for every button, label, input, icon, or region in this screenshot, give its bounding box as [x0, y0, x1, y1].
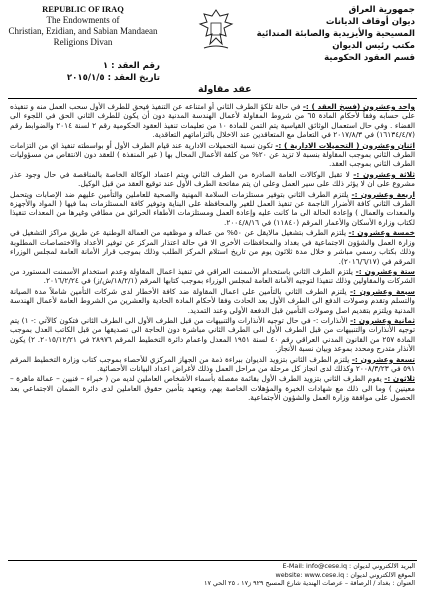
contract-clause — [10, 141, 415, 169]
contract-clause — [10, 228, 415, 266]
clause-title: ثلاثة وعشرون :- — [353, 169, 415, 179]
header-divider — [8, 98, 417, 99]
contract-clause — [10, 102, 415, 140]
clause-title: تسعة وعشرون :- — [351, 354, 415, 364]
clause-title: ثلاثون :- — [384, 374, 415, 384]
contract-body — [10, 102, 415, 554]
clause-text: يلتزم الطرف الثاني بالتأمين على اعمال المقاولة ضد كافة الأخطار لدى شركات التأمين شاملاً مدة الصيانة والتسلم وتقدم وصولات الدفع الى الطرف الأول بعد الحادث وفقا لأحكام المادة الحادية والعشرين من الشروط العامة لأعمال الهندسة المدنية ويلتزم بتقديم اصل وصولات التأمين قبل الدفعة الأولى وعند التمديد. — [10, 286, 415, 315]
footer-website: الموقع الالكتروني لديوان : website: www.cese.iq — [275, 570, 415, 579]
divan-name-ar: ديوان أوقاف الديانات — [325, 17, 415, 27]
contract-clause — [10, 287, 415, 315]
contract-clause — [10, 170, 415, 189]
divan-line-en: Religions Divan — [53, 37, 113, 47]
contract-clause — [10, 316, 415, 354]
contract-number: رقم العقد : ١ — [102, 61, 160, 71]
contract-clause — [10, 374, 415, 402]
clause-title: اربعة وعشرون :- — [351, 189, 415, 199]
clause-text: الأنذارات :- في حال توجيه الأنذارات والتنبيهات من قبل الطرف الأول الى الطرف الثاني فتكون كالآتي :- ١) يتم توجيه الأنذارات والتنبيهات من قبل الطرف الأول الى الطرف الثاني مباشرة دون الحاجة الى تصديقها من قبل الكاتب العدل بموجب المادة ٢٥٧ من القانون المدني العراقي رقم ٤٠ لسنة ١٩٥١ المعدل واعمام دائرة التخطيط المرقم ٢٨٩٧٦ في ٢٠١٥/١٢/٢١. ٢) يكون الأنذار متدرج ومحدد بموعد وبيان نسبة الأنجاز. — [10, 315, 415, 354]
arabic-letterhead — [250, 4, 415, 64]
clause-text: يلتزم الطرف الثاني باستخدام الأسمنت العراقي في تنفيذ اعمال المقاولة وعدم استخدام الأسمنت المستورد من الشركات والمقاولين وذلك تنفيذا لتوجيه الأمانة العامة لمجلس الوزراء بموجب كتابها المرقم (١٨/٢/١/ش/ز) في ٢٠١٦/٢/٢٤. — [10, 266, 415, 286]
english-letterhead — [8, 4, 158, 48]
clause-text: يلتزم الطرف الثاني بتزويد الديوان ببراءة ذمة من الجهاز المركزي للأحصاء بموجب كتاب وزارة التخطيط المرقم ٥٩١ في ٢٠٠٨/٣/٢٣ وكذلك لدى انجاز كل مرحلة من مراحل العمل وذلك لأغراض اعداد البيانات الأحصائية. — [10, 354, 415, 373]
clause-title: واحد وعشرون (فسخ العقد ) :- — [302, 102, 415, 111]
office-line-ar: مكتب رئيس الديوان — [332, 41, 415, 51]
country-name-en: REPUBLIC OF IRAQ — [42, 4, 124, 14]
clause-text: يلتزم الطرف الثاني بتوفير مستلزمات السلامة المهنية والصحية للعاملين والتأمين عليهم ضد الإصابات ويتحمل الطرف الثاني كافة الأضرار الناجمة عن تنفيذ العمل للغير والمحافظة على البناية وتوفير كافة المستلزمات بما فيها ( المواد والأجهزة والمعدات والعمال ) وإعادة الحالة الى ما كانت عليه وإعادة العمل ومستلزمات الأطفاء الحرائق من مطافي وغيرها من المعدات تنفيذا لكتاب وزارة الأسكان والأعمار المرقم (١١٨٤٠) في ٢٠٠٤/٨/١٦. — [10, 189, 415, 227]
clause-title: ثمانية وعشرون :- — [350, 315, 415, 325]
contract-clause — [10, 190, 415, 228]
contract-meta — [30, 60, 160, 84]
clause-text: لا تقبل الوكالات العامة الصادرة من الطرف الثاني ويتم اعتماد الوكالة الخاصة بالمناقصة في حال وجود عذر مشروع على ان لا يؤثر ذلك على سير العمل وعلى ان يتم مفاتحة الطرف الأول عند توقيع العقد من قبل الوكيل. — [10, 169, 415, 189]
clause-text: يلتزم الطرف بتشغيل مالايقل عن ٥٠% من عماله و موظفيه من العمالة الوطنية عن طريق مراكز التشغيل في وزارة العمل والشؤون الاجتماعية في بغداد والمحافظات الأخرى الا في حالة اعتذار المركز عن توفير الأعداد والاختصاصات المطلوبة وذلك بكتاب رسمي مباشر و خلال مدة ثلاثون يوم من تاريخ استلام المركز الطلب وذلك بموجب قرار الأمانة العامة لمجلس الوزراء المرقم في (٢٠١٦/٦/١٧). — [10, 228, 415, 266]
country-name-ar: جمهورية العراق — [348, 5, 415, 15]
clause-title: ستة وعشرون :- — [355, 266, 415, 276]
document-title: عقد مقاولة — [198, 84, 252, 95]
contract-clause — [10, 267, 415, 286]
clause-text: تكون نسبة التحميلات الادارية عند قيام الطرف الأول أو بواسطته تنفيذ اي من التزامات الطرف الثاني بموجب المقاولة بنسبة لا تزيد عن ٢٠% من كلفة الأعمال المحال بها ( غير المنفذة ) للعقد دون الانتقاص من مسؤوليات الطرف الثاني بموجب العقد. — [10, 140, 415, 169]
clause-text: في حالة تلكؤ الطرف الثاني أو امتناعه عن التنفيذ فيحق للطرف الأول سحب العمل منه و تنفيذه على حسابه وفقاً لأحكام المادة ٦٥ من شروط المقاولة لأعمال الهندسة المدنية دون أن يكون للطرف الثاني الحق في اللجوء الى القضاء . وفي حال استعمال الوثائق القياسية يتم التمن للمادة ١٠ من تعليمات تنفيذ العقود الحكومية رقم ٢ لسنة ٢٠١٤ والضوابط رقم (١٦١٣٤/٤/٧) في ٢٠١٧/٨/٣ في التعامل مع المتعاقدين عند الاخلال بالتزاماتهم التعاقدية. — [10, 102, 415, 140]
footer-address: العنوان : بغداد / الرصافة – عرصات الهندية شارع المسبح ٩٢٩ ز١٧ ، ٢٥ الحي ١٧ — [204, 579, 415, 587]
iraq-eagle-emblem-icon — [198, 8, 234, 52]
religions-line-en: Christian, Ezidian, and Sabian Mandaean — [8, 26, 158, 36]
religions-line-ar: المسيحية والأيزيدية والصابئة المندائية — [256, 29, 415, 39]
clause-title: سبعة وعشرون :- — [349, 286, 415, 296]
department-line-ar: قسم العقود الحكومية — [324, 53, 415, 63]
clause-title: اثنان وعشرون ( التحميلات الادارية ) :- — [275, 140, 415, 150]
endowments-line-en: The Endowments of — [46, 15, 120, 25]
footer-contact — [10, 562, 415, 598]
clause-text: يقوم الطرف الثاني بتزويد الطرف الأول بقائمة مفصلة بأسماء الأشخاص العاملين لديه من ( خبراء – فنيين – عمالة ماهرة – معينين ) وما الى ذلك مع شهادات الخبرة والمؤهلات الخاصة بهم، ويتعهد بتأمين حقوق العاملين لدى دائرة الضمان الاجتماعي بعد الحصول على موافقة وزارة العمل والشؤون الأجتماعية. — [10, 374, 415, 403]
contract-clause — [10, 355, 415, 374]
footer-email: البريد الالكتروني لديوان : E-Mail: info@cese.iq — [282, 562, 415, 570]
contract-date: تاريخ العقد : ٢٠١٥/١/٥ — [66, 73, 160, 83]
clause-title: خمسة وعشرون :- — [348, 228, 415, 238]
footer-divider — [8, 560, 417, 561]
